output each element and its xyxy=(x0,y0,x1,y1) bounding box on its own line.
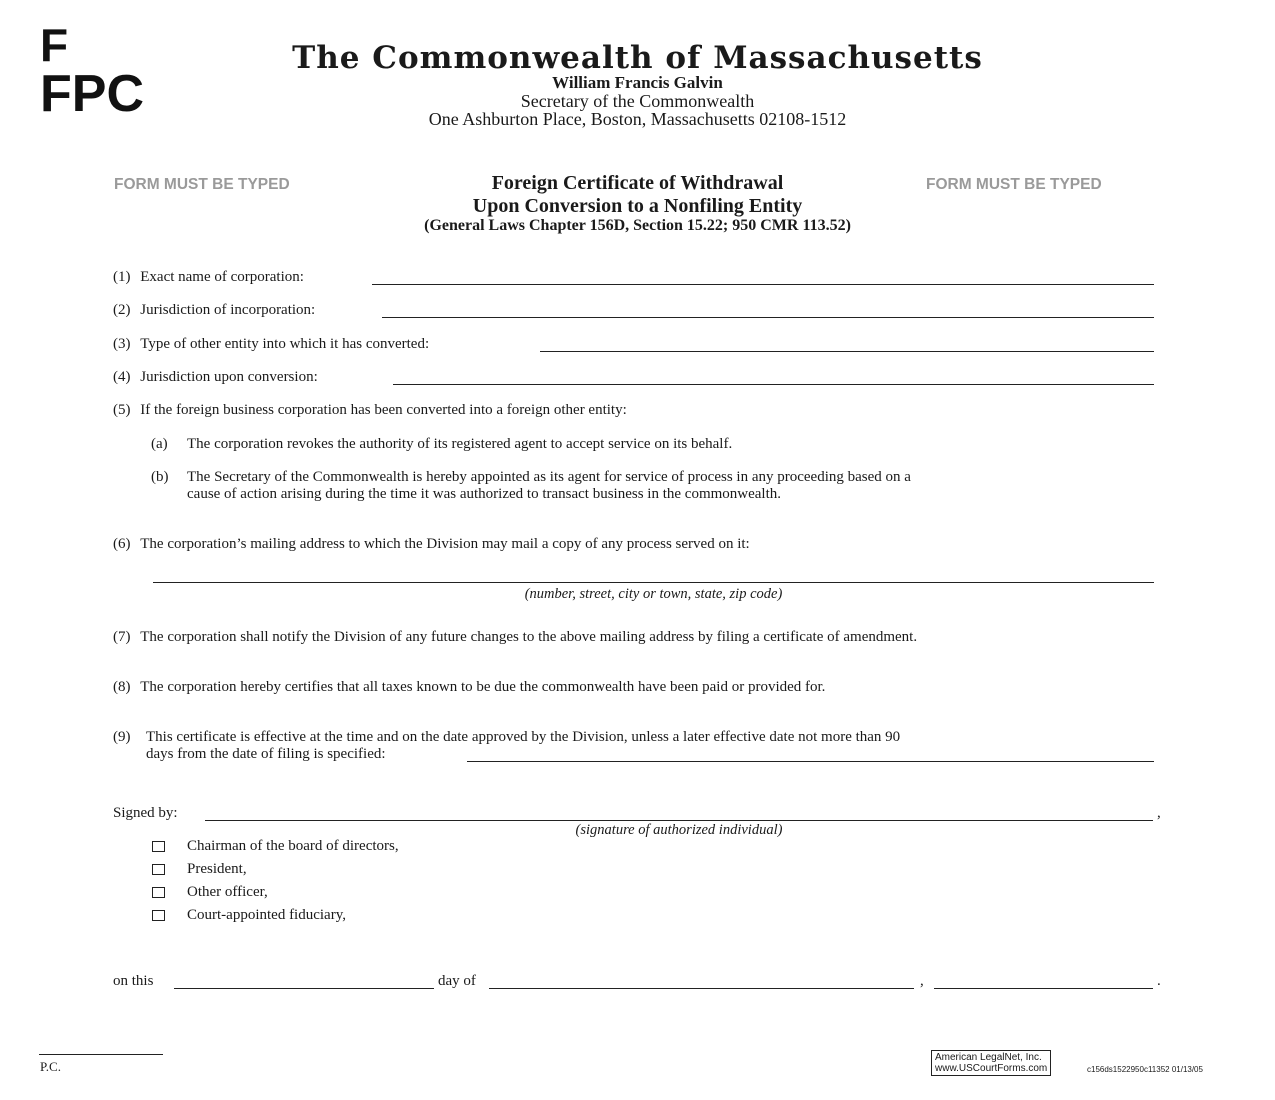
month-field[interactable] xyxy=(489,988,914,989)
form-title: Foreign Certificate of Withdrawal xyxy=(491,172,784,194)
form-must-be-typed-left: FORM MUST BE TYPED xyxy=(114,176,290,193)
signed-by-label: Signed by: xyxy=(113,805,178,821)
item-text-line2: cause of action arising during the time it was authorized to transact business in the commonwealth. xyxy=(187,486,782,502)
year-field[interactable] xyxy=(934,988,1153,989)
item-number: (7) xyxy=(113,629,131,645)
form-code-fpc: FPC xyxy=(40,65,144,123)
item-text-line1: This certificate is effective at the time and on the date approved by the Division, unless a later effective date not more than 90 xyxy=(146,729,901,745)
item-number: (1) xyxy=(113,269,131,285)
item-number: (8) xyxy=(113,679,131,695)
day-field[interactable] xyxy=(174,988,434,989)
item-text-line2: days from the date of filing is specified: xyxy=(146,746,386,762)
item-number: (2) xyxy=(113,302,131,318)
item-text: The corporation’s mailing address to which the Division may mail a copy of any process served on it: xyxy=(140,536,750,552)
item-5a xyxy=(151,436,733,453)
mailing-address-field[interactable] xyxy=(153,582,1154,583)
signature-field[interactable] xyxy=(205,820,1153,821)
item-7 xyxy=(113,629,917,646)
signature-trailing-comma: , xyxy=(1157,805,1161,821)
item-text: The corporation revokes the authority of its registered agent to accept service on its behalf. xyxy=(187,436,733,452)
form-statute-citation: (General Laws Chapter 156D, Section 15.22; 950 CMR 113.52) xyxy=(424,217,851,234)
office-address: One Ashburton Place, Boston, Massachusetts 02108-1512 xyxy=(428,109,847,129)
date-period: . xyxy=(1157,973,1161,989)
item-4 xyxy=(113,369,318,386)
role-other-officer-label: Other officer, xyxy=(187,884,268,900)
commonwealth-title: The Commonwealth of Massachusetts xyxy=(292,40,983,76)
item-5b xyxy=(151,469,1161,502)
item-number: (6) xyxy=(113,536,131,552)
pc-label: P.C. xyxy=(40,1059,61,1074)
item-label: Jurisdiction upon conversion: xyxy=(140,369,318,385)
item-5 xyxy=(113,402,627,419)
signature-caption: (signature of authorized individual) xyxy=(575,822,783,838)
corporation-name-field[interactable] xyxy=(372,284,1154,285)
pc-divider xyxy=(39,1054,163,1055)
form-subtitle: Upon Conversion to a Nonfiling Entity xyxy=(472,195,803,217)
vendor-name: American LegalNet, Inc. xyxy=(935,1052,1042,1063)
role-president-label: President, xyxy=(187,861,247,877)
item-label: Type of other entity into which it has converted: xyxy=(140,336,430,352)
item-letter: (b) xyxy=(151,469,169,485)
day-of-label: day of xyxy=(438,973,476,989)
president-checkbox[interactable] xyxy=(152,864,165,875)
item-8 xyxy=(113,679,825,696)
date-comma: , xyxy=(920,973,924,989)
converted-entity-type-field[interactable] xyxy=(540,351,1154,352)
item-2 xyxy=(113,302,315,319)
item-label: Exact name of corporation: xyxy=(140,269,304,285)
item-text: The corporation shall notify the Division of any future changes to the above mailing address by filing a certificate of amendment. xyxy=(140,629,918,645)
item-number: (4) xyxy=(113,369,131,385)
vendor-badge xyxy=(931,1050,1051,1076)
item-3 xyxy=(113,336,429,353)
jurisdiction-upon-conversion-field[interactable] xyxy=(393,384,1154,385)
jurisdiction-of-incorporation-field[interactable] xyxy=(382,317,1154,318)
item-9 xyxy=(113,729,1158,762)
on-this-label: on this xyxy=(113,973,154,989)
office-title: Secretary of the Commonwealth xyxy=(520,91,755,111)
item-number: (9) xyxy=(113,729,131,745)
vendor-url: www.USCourtForms.com xyxy=(935,1063,1048,1074)
item-6 xyxy=(113,536,750,553)
item-text-line1: The Secretary of the Commonwealth is hereby appointed as its agent for service of process in any proceeding based on a xyxy=(187,469,911,485)
item-letter: (a) xyxy=(151,436,168,452)
item-text: The corporation hereby certifies that all taxes known to be due the commonwealth have been paid or provided for. xyxy=(140,679,826,695)
role-chairman-label: Chairman of the board of directors, xyxy=(187,838,399,854)
effective-date-field[interactable] xyxy=(467,761,1154,762)
item-number: (5) xyxy=(113,402,131,418)
chairman-checkbox[interactable] xyxy=(152,841,165,852)
mailing-address-caption: (number, street, city or town, state, zip code) xyxy=(524,586,783,602)
item-label: If the foreign business corporation has been converted into a foreign other entity: xyxy=(140,402,627,418)
form-id: c156ds1522950c11352 01/13/05 xyxy=(1087,1065,1203,1074)
form-code-f: F xyxy=(40,19,69,71)
fiduciary-checkbox[interactable] xyxy=(152,910,165,921)
official-name: William Francis Galvin xyxy=(552,73,723,92)
role-fiduciary-label: Court-appointed fiduciary, xyxy=(187,907,346,923)
other-officer-checkbox[interactable] xyxy=(152,887,165,898)
item-label: Jurisdiction of incorporation: xyxy=(140,302,316,318)
form-must-be-typed-right: FORM MUST BE TYPED xyxy=(926,176,1102,193)
item-number: (3) xyxy=(113,336,131,352)
item-1 xyxy=(113,269,304,286)
